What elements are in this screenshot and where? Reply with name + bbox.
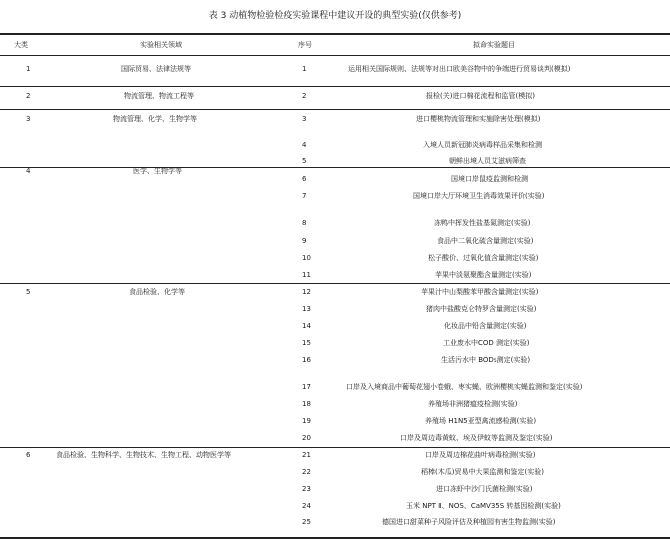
group-5-field: 食品检验、化学等 xyxy=(129,288,185,296)
header-topic: 拟命实验题目 xyxy=(473,41,515,49)
row-8-number: 8 xyxy=(302,219,307,227)
row-17-number: 17 xyxy=(302,383,311,391)
row-24-number: 24 xyxy=(302,502,311,510)
row-23-number: 23 xyxy=(302,485,311,493)
row-4-topic: 入境人员新冠肺炎病毒样品采集和检测 xyxy=(423,141,542,149)
row-19-number: 19 xyxy=(302,417,311,425)
row-2-topic: 报检(关)进口棉花流程和监管(模拟) xyxy=(426,92,535,100)
group-6-category: 6 xyxy=(26,451,31,459)
row-15-number: 15 xyxy=(302,339,311,347)
row-17-topic: 口岸及入境商品中葡萄花翅小卷蛾、枣实蝇、欧洲樱桃实蝇监测和鉴定(实验) xyxy=(346,383,583,391)
group-1-field: 国际贸易、法律法规等 xyxy=(121,65,191,73)
group-rule-5 xyxy=(0,447,670,448)
row-15-topic: 工业废水中COD 测定(实验) xyxy=(443,339,530,347)
row-21-topic: 口岸及周边棉花曲叶病毒检测(实验) xyxy=(425,451,536,459)
group-4-field: 医学、生物学等 xyxy=(133,167,182,175)
group-rule-4 xyxy=(0,283,670,284)
group-3-field: 物流管理、化学、生物学等 xyxy=(113,115,197,123)
row-1-topic: 运用相关国际规则、法规等对出口欧美谷物中的争端进行贸易谈判(模拟) xyxy=(348,65,571,73)
group-rule-3 xyxy=(0,167,670,168)
row-22-number: 22 xyxy=(302,468,311,476)
row-7-topic: 国境口岸大厅环境卫生消毒效果评价(实验) xyxy=(413,192,545,200)
group-4-category: 4 xyxy=(26,167,31,175)
row-6-number: 6 xyxy=(302,175,307,183)
row-19-topic: 养殖场 H1N5亚型禽流感检测(实验) xyxy=(425,417,537,425)
row-20-topic: 口岸及周边毒黄蚊、埃及伊蚊等监测及鉴定(实验) xyxy=(400,434,553,442)
row-14-number: 14 xyxy=(302,322,311,330)
header-category: 大类 xyxy=(14,41,28,49)
row-21-number: 21 xyxy=(302,451,311,459)
row-24-topic: 玉米 NPT Ⅱ、NOS、CaMV35S 转基因检测(实验) xyxy=(406,502,561,510)
row-1-number: 1 xyxy=(302,65,307,73)
row-16-number: 16 xyxy=(302,356,311,364)
row-25-topic: 德国进口甜菜种子风险评估及种植园有害生物监测(实验) xyxy=(382,518,556,526)
group-2-category: 2 xyxy=(26,92,31,100)
row-3-number: 3 xyxy=(302,115,307,123)
row-18-number: 18 xyxy=(302,400,311,408)
row-9-number: 9 xyxy=(302,237,307,245)
group-5-category: 5 xyxy=(26,288,31,296)
header-number: 序号 xyxy=(298,41,312,49)
group-rule-2 xyxy=(0,109,670,110)
row-6-topic: 国境口岸鼠疫监测和检测 xyxy=(451,175,528,183)
row-9-topic: 食品中二氧化硫含量测定(实验) xyxy=(437,237,534,245)
row-4-number: 4 xyxy=(302,141,307,149)
row-2-number: 2 xyxy=(302,92,307,100)
row-14-topic: 化妆品中铅含量测定(实验) xyxy=(444,322,527,330)
group-3-category: 3 xyxy=(26,115,31,123)
row-5-number: 5 xyxy=(302,157,307,165)
row-25-number: 25 xyxy=(302,518,311,526)
row-13-number: 13 xyxy=(302,305,311,313)
row-18-topic: 养殖场非洲猪瘟疫检测(实验) xyxy=(428,400,518,408)
row-11-number: 11 xyxy=(302,271,311,279)
row-8-topic: 冻鸭中挥发性盐基氮测定(实验) xyxy=(434,219,531,227)
group-1-category: 1 xyxy=(26,65,31,73)
table-caption: 表 3 动植物检验检疫实验课程中建议开设的典型实验(仅供参考) xyxy=(208,11,462,21)
row-12-topic: 苹果汁中山梨酸苯甲酸含量测定(实验) xyxy=(421,288,539,296)
row-22-topic: 稻棒(木瓜)贸易中大果监测和鉴定(实验) xyxy=(421,468,544,476)
row-3-topic: 进口樱桃物流管理和实施除害处理(模拟) xyxy=(416,115,541,123)
group-6-field: 食品检验、生物科学、生物技术、生物工程、动物医学等 xyxy=(56,451,231,459)
row-10-topic: 松子酸价、过氧化值含量测定(实验) xyxy=(428,254,539,262)
top-rule xyxy=(0,33,670,35)
row-12-number: 12 xyxy=(302,288,311,296)
row-7-number: 7 xyxy=(302,192,307,200)
header-field: 实验相关领域 xyxy=(140,41,182,49)
row-11-topic: 苹果中淡氨聚酯含量测定(实验) xyxy=(435,271,532,279)
row-5-topic: 朝鲜出境人员艾滋病筛查 xyxy=(449,157,526,165)
row-16-topic: 生活污水中 BOD₅测定(实验) xyxy=(441,356,531,364)
group-rule-1 xyxy=(0,86,670,87)
row-10-number: 10 xyxy=(302,254,311,262)
group-2-field: 物流管理、物流工程等 xyxy=(124,92,194,100)
row-13-topic: 猪肉中盐酸克仑特罗含量测定(实验) xyxy=(426,305,537,313)
header-rule xyxy=(0,55,670,56)
row-20-number: 20 xyxy=(302,434,311,442)
row-23-topic: 进口冻虾中沙门氏菌检测(实验) xyxy=(436,485,533,493)
